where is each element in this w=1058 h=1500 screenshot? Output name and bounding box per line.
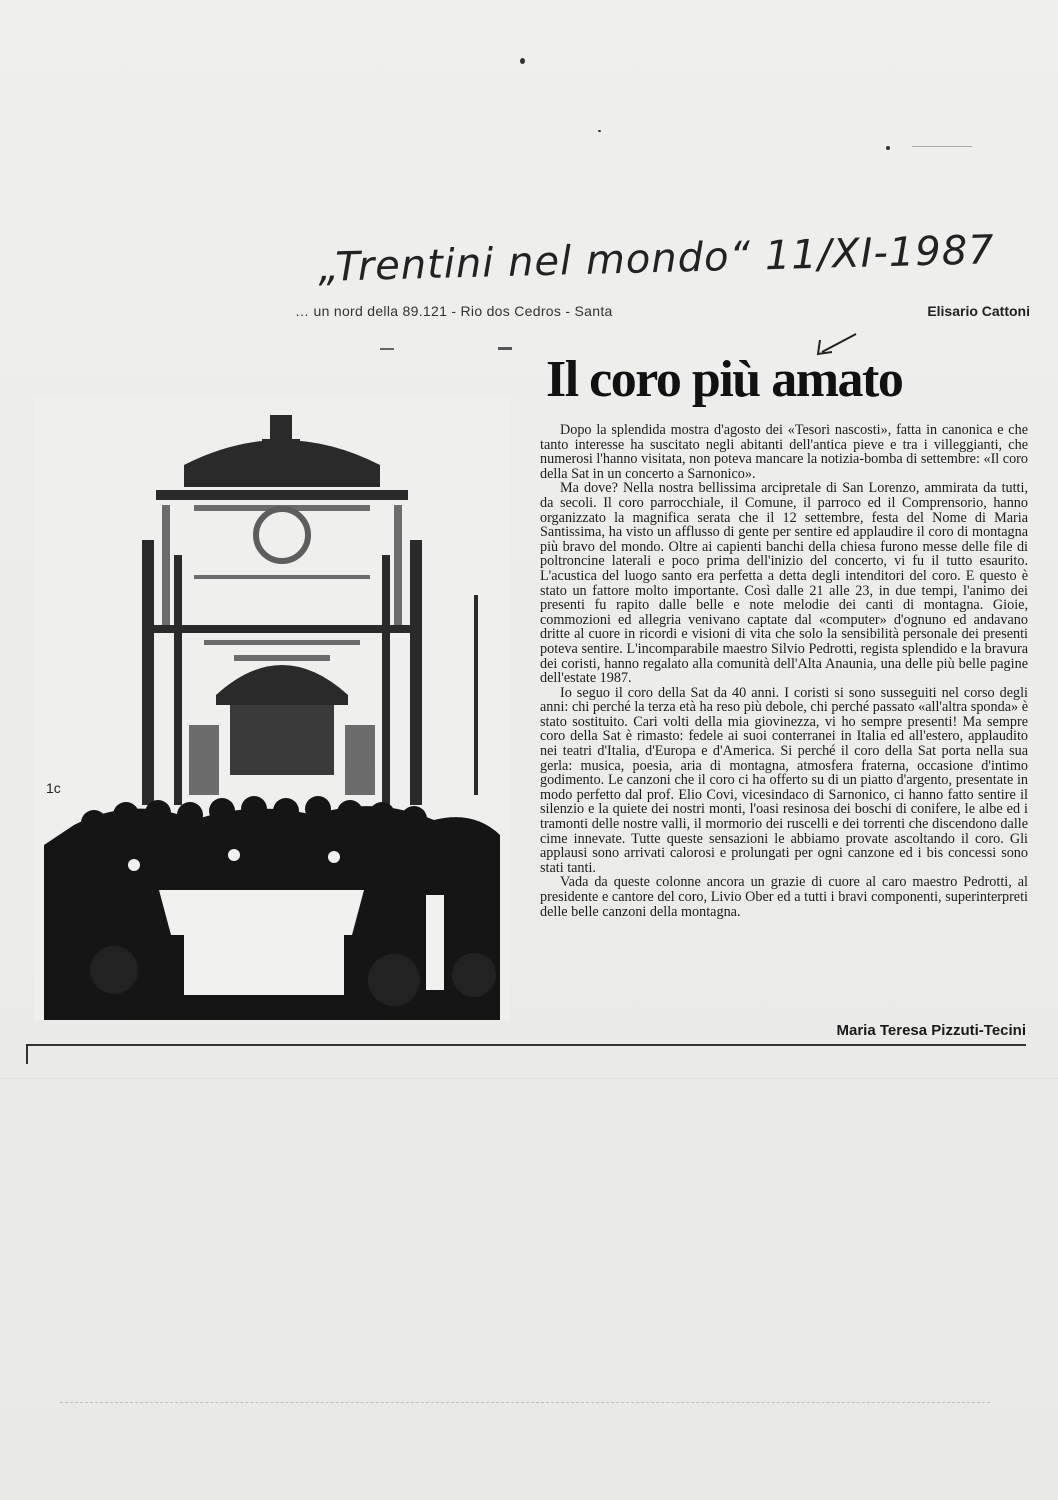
headline: Il coro più amato bbox=[546, 351, 903, 408]
handwritten-note: „Trentini nel mondo“ 11/XI-1987 bbox=[317, 227, 996, 291]
article-paragraph: Ma dove? Nella nostra bellissima arcipretale di San Lorenzo, ammirata da tutti, da secoli. Il coro parrocchiale, il Comune, il parroco ed il Comprensorio, hanno organizzato la magnifica serata che il 12 settembre, festa del Nome di Maria Santissima, ha visto un afflusso di gente per sentire ed applaudire il coro di montagna più bravo del mondo. Oltre ai capienti banchi della chiesa furono messe delle file di poltroncine laterali e poco prima dell'inizio del concerto, vi fu il tutto esaurito. L'acustica del luogo santo era perfetta a detta degli intenditori del coro. E questo è stato un fattore molto importante. Così dalle 21 alle 23, in due tempi, l'animo dei presenti fu rapito dalle belle e note melodie dei canti di montagna. Gioie, commozioni ed allegria venivano captate dal «computer» d'ognuno ed andavano dritte al cuore in ricordi e visioni di vita che solo la sensibilità personale dei presenti poteva sentire. L'incomparabile maestro Silvio Pedrotti, regista splendido e la bravura dei coristi, hanno regalato alla comunità dell'Alta Anaunia, una delle più belle pagine dell'estate 1987. bbox=[540, 480, 1028, 687]
scan-speck bbox=[520, 58, 525, 64]
scan-speck bbox=[380, 348, 394, 350]
scan-speck bbox=[498, 347, 512, 350]
photo-corner-mark: 1c bbox=[46, 780, 61, 796]
paper-fold bbox=[0, 1078, 1058, 1079]
article-signature: Maria Teresa Pizzuti-Tecini bbox=[836, 1022, 1026, 1039]
faint-scan-line bbox=[60, 1402, 990, 1403]
article-paragraph: Io seguo il coro della Sat da 40 anni. I coristi si sono susseguiti nel corso degli anni: chi perché la terza età ha reso più debole, chi perché passato «all'altra sponda» è stato sostituito. Cari volti della mia giovinezza, vi ho sempre presenti! Ma sempre coro della Sat è rimasto: fedele ai suoi conterranei in Italia ed all'estero, applaudito nei teatri d'Italia, d'Europa e d'America. Si perché il coro della Sat porta nella sua gerla: musica, poesia, aria di montagna, atmosfera fraterna, occasione d'intimo godimento. Le canzoni che il coro ci ha offerto su di un piatto d'argento, presentate in modo perfetto dal prof. Elio Covi, vicesindaco di Sarnonico, ci hanno fatto sentire il silenzio e la quiete dei nostri monti, l'oasi resinosa dei boschi di conifere, le albe ed i tramonti delle nostre valli, il mormorio dei ruscelli e dei torrenti che discendono dalle cime innevate. Tutte queste sensazioni le abbiamo provate ascoltando il coro. Gli applausi sono arrivati calorosi e prolungati per ogni canzone ed i bis concessi sono stati tanti. bbox=[540, 684, 1028, 876]
scan-speck bbox=[598, 130, 601, 132]
scan-speck bbox=[912, 146, 972, 147]
top-author-name: Elisario Cattoni bbox=[927, 303, 1030, 319]
church-choir-photo bbox=[34, 395, 510, 1020]
scan-speck bbox=[886, 146, 890, 150]
clipping-border-left bbox=[26, 1044, 28, 1064]
article-paragraph: Dopo la splendida mostra d'agosto dei «Tesori nascosti», fatta in canonica e che tanto interesse ha suscitato negli abitanti dell'antica pieve e tra i villeggianti, che numerosi l'hanno visitata, non poteva mancare la notizia-bomba di settembre: «Il coro della Sat in un concerto a Sarnonico». bbox=[540, 422, 1028, 482]
clipping-border bbox=[26, 1044, 1026, 1046]
article-body bbox=[540, 423, 1028, 919]
article-paragraph: Vada da queste colonne ancora un grazie di cuore al caro maestro Pedrotti, al presidente e cantore del coro, Livio Ober ed a tutti i bravi componenti, superinterpreti delle belle canzoni della montagna. bbox=[540, 874, 1028, 920]
clipped-previous-article-line: … un nord della 89.121 - Rio dos Cedros - Santa bbox=[295, 303, 613, 319]
